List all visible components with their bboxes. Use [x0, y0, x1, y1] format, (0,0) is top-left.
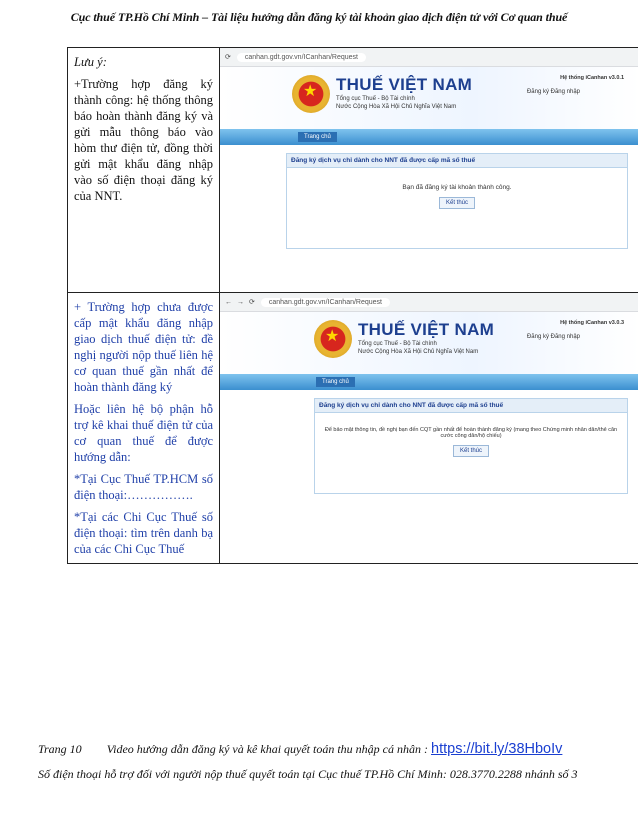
brand-name: THUẾ VIỆT NAM — [358, 320, 495, 339]
instruction-table — [67, 47, 638, 564]
nav-home-tab: Trang chủ — [316, 377, 355, 387]
panel-title: Đăng ký dịch vụ chỉ dành cho NNT đã được cấp mã số thuế — [287, 154, 627, 168]
register-panel — [314, 398, 628, 494]
site-header — [220, 67, 638, 129]
video-text: Video hướng dẫn đăng ký và kê khai quyết toán thu nhập cá nhân : — [106, 742, 432, 756]
finish-button: Kết thúc — [439, 197, 475, 209]
browser-url-bar — [220, 48, 638, 67]
success-screenshot — [220, 48, 638, 292]
table-row — [68, 293, 638, 564]
note-line: Hoặc liên hệ bộ phận hỗ trợ kê khai thuế điện tử của cơ quan thuế để được hướng dẫn: — [74, 402, 213, 464]
footer-video-line — [38, 741, 562, 757]
note-line: + Trường hợp chưa được cấp mật khẩu đăng nhập giao dịch thuế điện tử: đề nghị người nộp thuế liên hệ cơ quan thuế gần nhất để hoàn thành đăng ký — [74, 300, 213, 394]
nav-bar — [220, 129, 638, 145]
finish-button: Kết thúc — [453, 445, 489, 457]
brand-subtitle-2: Nước Cộng Hòa Xã Hội Chủ Nghĩa Việt Nam — [336, 104, 457, 110]
brand-subtitle: Tổng cục Thuế - Bộ Tài chính — [358, 341, 437, 347]
screenshot-cell — [220, 293, 638, 564]
video-link[interactable]: https://bit.ly/38HboIv — [431, 741, 563, 757]
register-panel — [286, 153, 628, 249]
national-emblem-icon — [292, 75, 330, 113]
info-message: Để bảo mật thông tin, đề nghị bạn đến CQT gần nhất để hoàn thành đăng ký (mang theo Chứng minh nhân dân/thẻ căn cước công dân/hộ chiếu) — [324, 427, 618, 439]
nav-bar — [220, 374, 638, 390]
page-header: Cục thuế TP.Hồ Chí Minh – Tài liệu hướng dẫn đăng ký tài khoản giao dịch điện tử với Cơ quan thuế — [70, 10, 568, 24]
screenshot-cell — [220, 48, 638, 293]
nav-home-tab: Trang chủ — [298, 132, 337, 142]
reload-icon: ⟳ — [249, 299, 255, 306]
success-message: Bạn đã đăng ký tài khoản thành công. — [402, 184, 512, 191]
url-text: canhan.gdt.gov.vn/ICanhan/Request — [237, 53, 366, 62]
brand-subtitle: Tổng cục Thuế - Bộ Tài chính — [336, 96, 415, 102]
national-emblem-icon — [314, 320, 352, 358]
system-version: Hệ thống iCanhan v3.0.1 — [560, 75, 624, 81]
url-text: canhan.gdt.gov.vn/ICanhan/Request — [261, 298, 390, 307]
register-login-links: Đăng ký Đăng nhập — [526, 89, 580, 95]
brand — [336, 75, 472, 111]
note-line: *Tại các Chi Cục Thuế số điện thoại: tìm trên danh bạ của các Chi Cục Thuế — [74, 510, 213, 556]
page-number: Trang 10 — [38, 742, 82, 756]
panel-body — [315, 413, 627, 493]
note-line: *Tại Cục Thuế TP.HCM số điện thoại:……………. — [74, 472, 213, 502]
back-icon: ← — [225, 298, 232, 306]
brand-subtitle-2: Nước Cộng Hòa Xã Hội Chủ Nghĩa Việt Nam — [358, 349, 479, 355]
register-login-links: Đăng ký Đăng nhập — [526, 334, 580, 340]
pending-screenshot — [220, 293, 638, 563]
panel-body — [287, 168, 627, 248]
note-label: Lưu ý: — [74, 55, 107, 69]
system-version: Hệ thống iCanhan v3.0.3 — [560, 320, 624, 326]
panel-title: Đăng ký dịch vụ chỉ dành cho NNT đã được cấp mã số thuế — [315, 399, 627, 413]
brand-name: THUẾ VIỆT NAM — [336, 75, 473, 94]
browser-url-bar — [220, 293, 638, 312]
reload-icon: ⟳ — [225, 54, 231, 61]
brand — [358, 320, 494, 356]
note-cell — [68, 293, 220, 564]
table-row — [68, 48, 638, 293]
footer-support-line: Số điện thoại hỗ trợ đối với người nộp thuế quyết toán tại Cục thuế TP.Hồ Chí Minh: 028.3770.2288 nhánh số 3 — [38, 767, 578, 781]
forward-icon: → — [237, 298, 244, 306]
note-cell — [68, 48, 220, 293]
site-header — [220, 312, 638, 374]
note-text: +Trường hợp đăng ký thành công: hệ thống thông báo hoàn thành đăng ký và gửi mẫu thông báo vào hòm thư điện tử, đồng thời gửi mật khẩu đăng nhập vào số điện thoại đăng ký của NNT. — [74, 77, 213, 203]
